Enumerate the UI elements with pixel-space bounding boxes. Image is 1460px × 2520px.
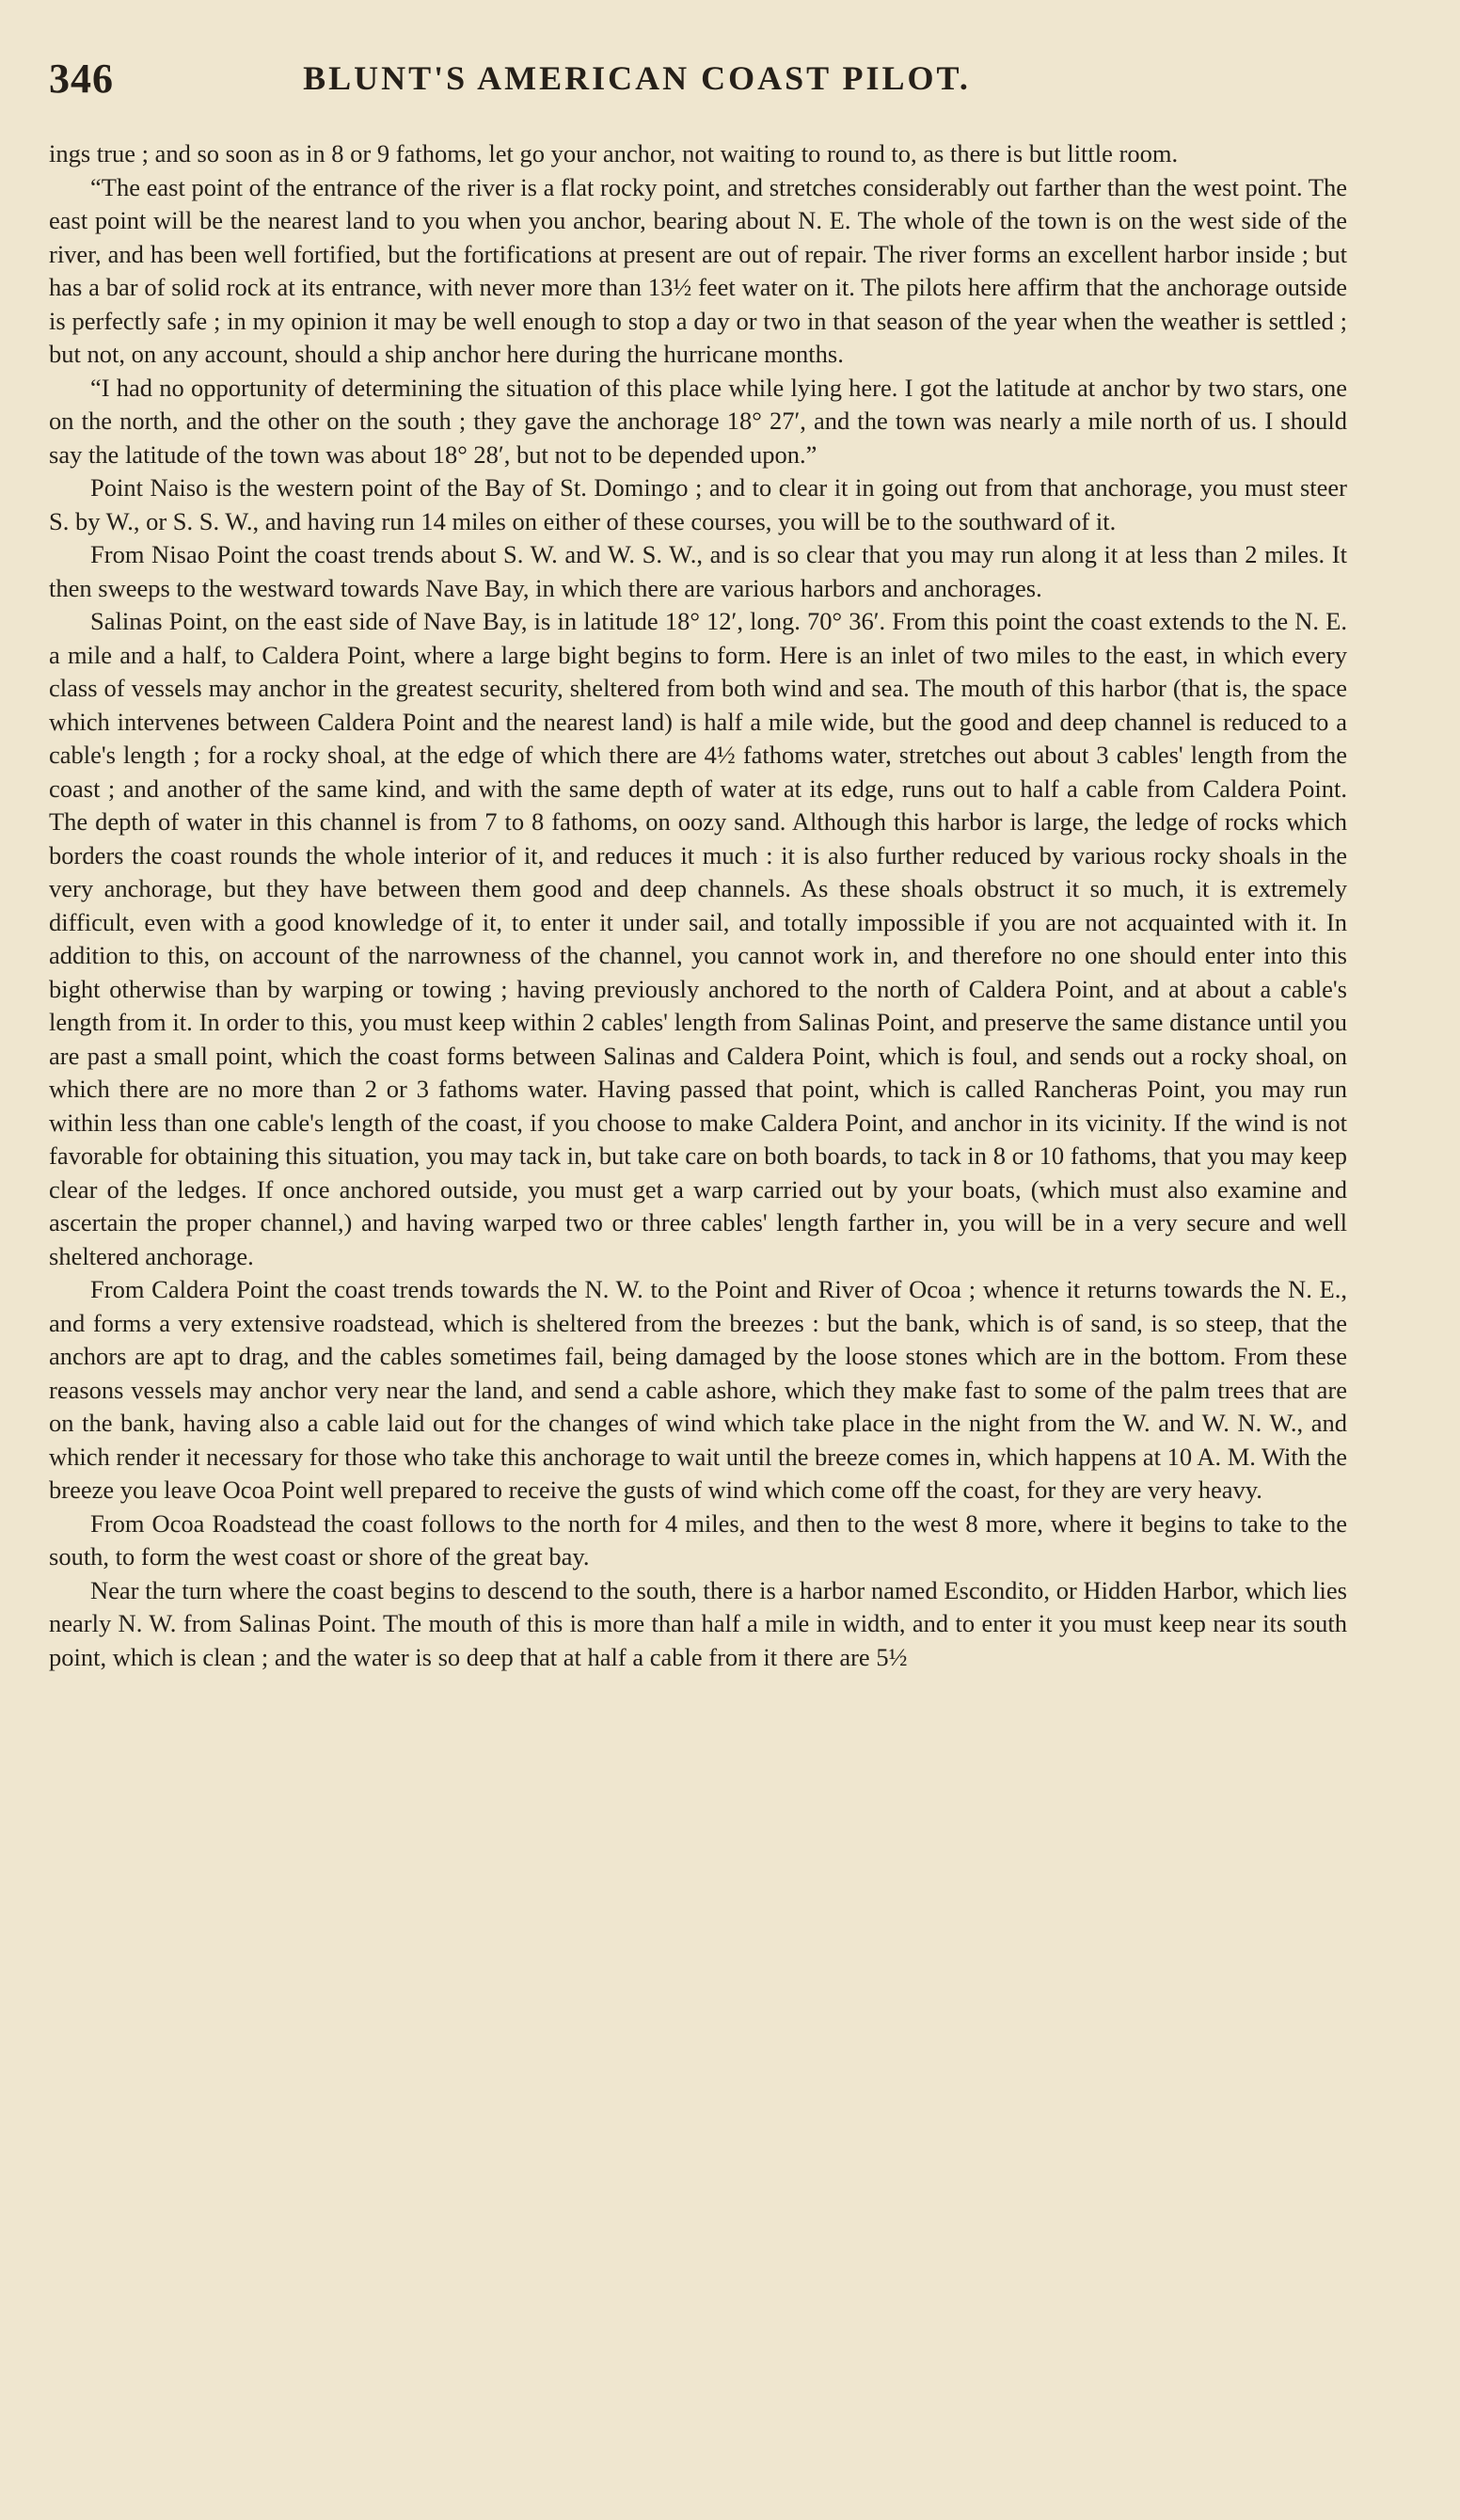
- running-title: BLUNT'S AMERICAN COAST PILOT.: [303, 59, 971, 97]
- paragraph-latitude-observation: “I had no opportunity of determining the situation of this place while lying here. I got the latitude at anchor by two stars, one on the north, and the other on the south ; they gave the anchorage 18° 27′, and the town was nearly a mile north of us. I should say the latitude of the town was about 18° 28′, but not to be depended upon.”: [49, 373, 1347, 469]
- paragraph-ocoa-roadstead: From Ocoa Roadstead the coast follows to the north for 4 miles, and then to the west 8 more, where it begins to take to the south, to form the west coast or shore of the great bay.: [49, 1508, 1347, 1571]
- paragraph-caldera-point: From Caldera Point the coast trends towards the N. W. to the Point and River of Ocoa ; whence it returns towards the N. E., and forms a very extensive roadstead, which is sheltered from the breezes : but the bank, which is of sand, is so steep, that the anchors are apt to drag, and the cables sometimes fail, being damaged by the loose stones which are in the bottom. From these reasons vessels may anchor very near the land, and send a cable ashore, which they make fast to some of the palm trees that are on the bank, having also a cable laid out for the changes of wind which take place in the night from the W. and W. N. W., and which render it necessary for those who take this anchorage to wait until the breeze comes in, which happens at 10 A. M. With the breeze you leave Ocoa Point well prepared to receive the gusts of wind which come off the coast, for they are very heavy.: [49, 1275, 1347, 1504]
- page-header: [49, 55, 1035, 111]
- paragraph-point-naiso: Point Naiso is the western point of the Bay of St. Domingo ; and to clear it in going out from that anchorage, you must steer S. by W., or S. S. W., and having run 14 miles on either of these courses, you will be to the southward of it.: [49, 473, 1347, 535]
- paragraph-escondito-harbor: Near the turn where the coast begins to descend to the south, there is a harbor named Escondito, or Hidden Harbor, which lies nearly N. W. from Salinas Point. The mouth of this is more than half a mile in width, and to enter it you must keep near its south point, which is clean ; and the water is so deep that at half a cable from it there are 5½: [49, 1575, 1347, 1671]
- paragraph-nisao-point: From Nisao Point the coast trends about S. W. and W. S. W., and is so clear that you may run along it at less than 2 miles. It then sweeps to the westward towards Nave Bay, in which there are various harbors and anchorages.: [49, 540, 1347, 602]
- paragraph-east-point: “The east point of the entrance of the river is a flat rocky point, and stretches considerably out farther than the west point. The east point will be the nearest land to you when you anchor, bearing about N. E. The whole of the town is on the west side of the river, and has been well fortified, but the fortifications at present are out of repair. The river forms an excellent harbor inside ; but has a bar of solid rock at its entrance, with never more than 13½ feet water on it. The pilots here affirm that the anchorage outside is perfectly safe ; in my opinion it may be well enough to stop a day or two in that season of the year when the weather is settled ; but not, on any account, should a ship anchor here during the hurricane months.: [49, 172, 1347, 368]
- paragraph-continuation: ings true ; and so soon as in 8 or 9 fathoms, let go your anchor, not waiting to round to, as there is but little room.: [49, 139, 1179, 167]
- paragraph-salinas-point: Salinas Point, on the east side of Nave Bay, is in latitude 18° 12′, long. 70° 36′. From this point the coast extends to the N. E. a mile and a half, to Caldera Point, where a large bight begins to form. Here is an inlet of two miles to the east, in which every class of vessels may anchor in the greatest security, sheltered from both wind and sea. The mouth of this harbor (that is, the space which intervenes between Caldera Point and the nearest land) is half a mile wide, but the good and deep channel is reduced to a cable's length ; for a rocky shoal, at the edge of which there are 4½ fathoms water, stretches out about 3 cables' length from the coast ; and another of the same kind, and with the same depth of water at its edge, runs out to half a cable from Caldera Point. The depth of water in this channel is from 7 to 8 fathoms, on oozy sand. Although this harbor is large, the ledge of rocks which borders the coast rounds the whole interior of it, and reduces it much : it is also further reduced by various rocky shoals in the very anchorage, but they have between them good and deep channels. As these shoals obstruct it so much, it is extremely difficult, even with a good knowledge of it, to enter it under sail, and totally impossible if you are not acquainted with it. In addition to this, on account of the narrowness of the channel, you cannot work in, and therefore no one should enter into this bight otherwise than by warping or towing ; having previously anchored to the north of Caldera Point, and at about a cable's length from it. In order to this, you must keep within 2 cables' length from Salinas Point, and preserve the same distance until you are past a small point, which the coast forms between Salinas and Caldera Point, which is foul, and sends out a rocky shoal, on which there are no more than 2 or 3 fathoms water. Having passed that point, which is called Rancheras Point, you may run within less than one cable's length of the coast, if you choose to make Caldera Point, and anchor in its vicinity. If the wind is not favorable for obtaining this situation, you may tack in, but take care on both boards, to tack in 8 or 10 fathoms, that you may keep clear of the ledges. If once anchored outside, you must get a warp carried out by your boats, (which must also examine and ascertain the proper channel,) and having warped two or three cables' length farther in, you will be in a very secure and well sheltered anchorage.: [49, 607, 1347, 1270]
- body-text: [49, 137, 1347, 1674]
- page-number: 346: [49, 56, 114, 102]
